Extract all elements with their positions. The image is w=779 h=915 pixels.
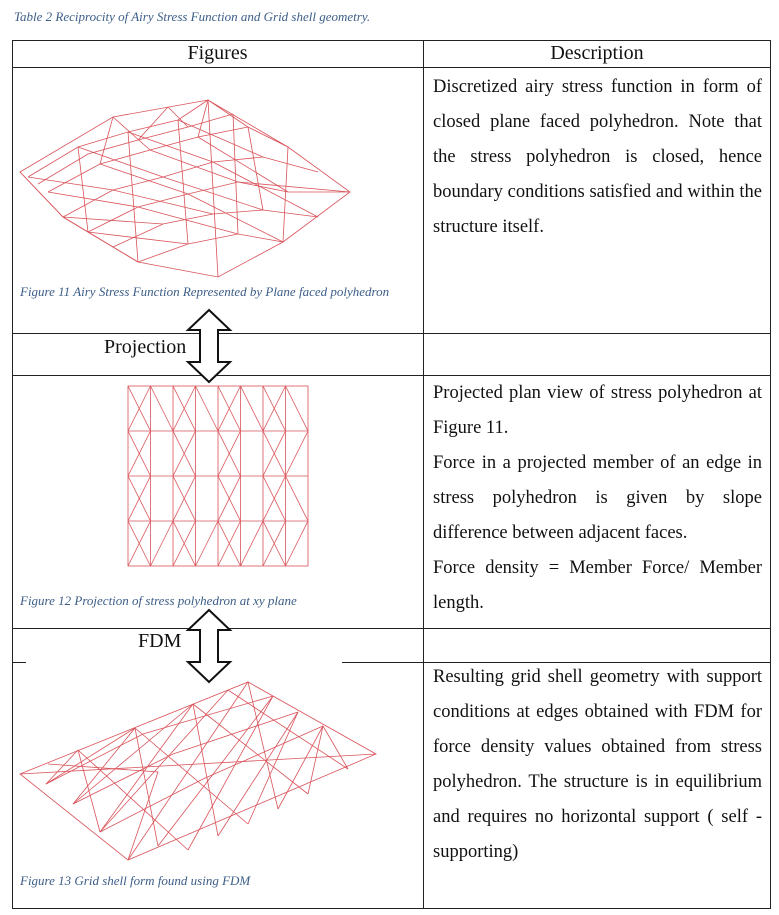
projection-label: Projection — [104, 336, 187, 358]
table-border-left — [12, 40, 13, 909]
table-border-bottom — [12, 908, 771, 909]
header-description: Description — [550, 42, 644, 64]
column-divider — [423, 40, 424, 909]
figure-11-caption: Figure 11 Airy Stress Function Represented by Plane faced polyhedron — [20, 284, 390, 299]
row-1-description: Discretized airy stress function in form of closed plane faced polyhedron. Note that the stress polyhedron is closed, hence boundary conditions satisfied and within the structure itself. — [433, 77, 762, 237]
figure-13-grid-shell — [18, 674, 380, 864]
row-5-description: Resulting grid shell geometry with support conditions at edges obtained with FDM for force density values obtained from stress polyhedron. The structure is in equilibrium and requires no horizontal support ( self -supporting) — [433, 667, 762, 862]
description-line: Force density = Member Force/ Member length. — [433, 558, 762, 613]
row-divider-partial — [12, 662, 26, 663]
row-divider — [12, 333, 771, 334]
row-3-description — [433, 376, 762, 621]
figure-11-polyhedron — [18, 92, 358, 282]
table-caption: Table 2 Reciprocity of Airy Stress Function and Grid shell geometry. — [14, 9, 371, 24]
figure-12-projection-grid — [126, 384, 310, 568]
projection-double-arrow-icon — [184, 308, 234, 384]
row-divider — [12, 67, 771, 68]
description-line: Force in a projected member of an edge in stress polyhedron is given by slope difference between adjacent faces. — [433, 453, 762, 543]
fdm-double-arrow-icon — [184, 608, 234, 684]
row-divider — [12, 628, 771, 629]
fdm-label: FDM — [138, 630, 182, 652]
figure-12-caption: Figure 12 Projection of stress polyhedron at xy plane — [20, 593, 297, 608]
figure-13-caption: Figure 13 Grid shell form found using FDM — [20, 873, 251, 888]
reciprocity-table — [12, 40, 771, 909]
table-border-right — [770, 40, 771, 909]
description-line: Projected plan view of stress polyhedron at Figure 11. — [433, 383, 762, 438]
header-figures: Figures — [187, 42, 248, 64]
